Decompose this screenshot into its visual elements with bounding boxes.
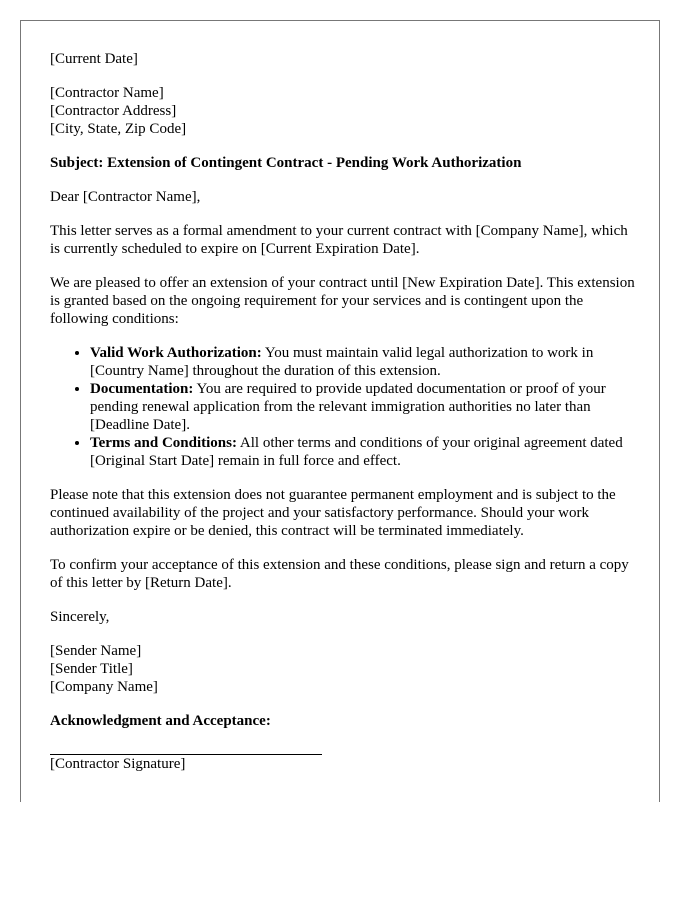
condition-title: Valid Work Authorization: bbox=[90, 345, 262, 361]
condition-text: All other terms and conditions of your original agreement dated [Original Start Date] remain in full force and effect. bbox=[90, 435, 623, 469]
letter-page bbox=[20, 20, 660, 802]
contractor-city-line: [City, State, Zip Code] bbox=[50, 121, 187, 137]
contractor-address: [Contractor Address] bbox=[50, 103, 177, 119]
contractor-address-block bbox=[50, 84, 640, 138]
sender-name: [Sender Name] bbox=[50, 643, 142, 659]
paragraph-amendment: This letter serves as a formal amendment to your current contract with [Company Name], which is currently scheduled to expire on [Current Expiration Date]. bbox=[50, 223, 628, 257]
contractor-name: [Contractor Name] bbox=[50, 85, 164, 101]
paragraph-note: Please note that this extension does not guarantee permanent employment and is subject to the continued availability of the project and your satisfactory performance. Should your work authorization expire or be denied, this contract will be terminated immediately. bbox=[50, 487, 616, 539]
signature-label: [Contractor Signature] bbox=[50, 756, 186, 772]
sender-title: [Sender Title] bbox=[50, 661, 133, 677]
current-date: [Current Date] bbox=[50, 51, 138, 67]
letter-content bbox=[50, 50, 640, 773]
letter-greeting: Dear [Contractor Name], bbox=[50, 189, 201, 205]
conditions-list bbox=[50, 344, 640, 470]
condition-text: You must maintain valid legal authorization to work in [Country Name] throughout the duration of this extension. bbox=[90, 345, 594, 379]
paragraph-confirm: To confirm your acceptance of this extension and these conditions, please sign and return a copy of this letter by [Return Date]. bbox=[50, 557, 629, 591]
condition-text: You are required to provide updated documentation or proof of your pending renewal application from the relevant immigration authorities no later than [Deadline Date]. bbox=[90, 381, 606, 433]
condition-title: Terms and Conditions: bbox=[90, 435, 237, 451]
letter-closing: Sincerely, bbox=[50, 609, 110, 625]
sender-company: [Company Name] bbox=[50, 679, 158, 695]
condition-title: Documentation: bbox=[90, 381, 194, 397]
condition-item-documentation bbox=[90, 380, 640, 434]
condition-item-terms bbox=[90, 434, 640, 470]
acknowledgment-heading: Acknowledgment and Acceptance: bbox=[50, 713, 271, 729]
letter-subject: Subject: Extension of Contingent Contract - Pending Work Authorization bbox=[50, 155, 522, 171]
sender-block bbox=[50, 642, 640, 696]
condition-item-work-authorization bbox=[90, 344, 640, 380]
paragraph-extension-offer: We are pleased to offer an extension of your contract until [New Expiration Date]. This extension is granted based on the ongoing requirement for your services and is contingent upon the following conditions: bbox=[50, 275, 635, 327]
